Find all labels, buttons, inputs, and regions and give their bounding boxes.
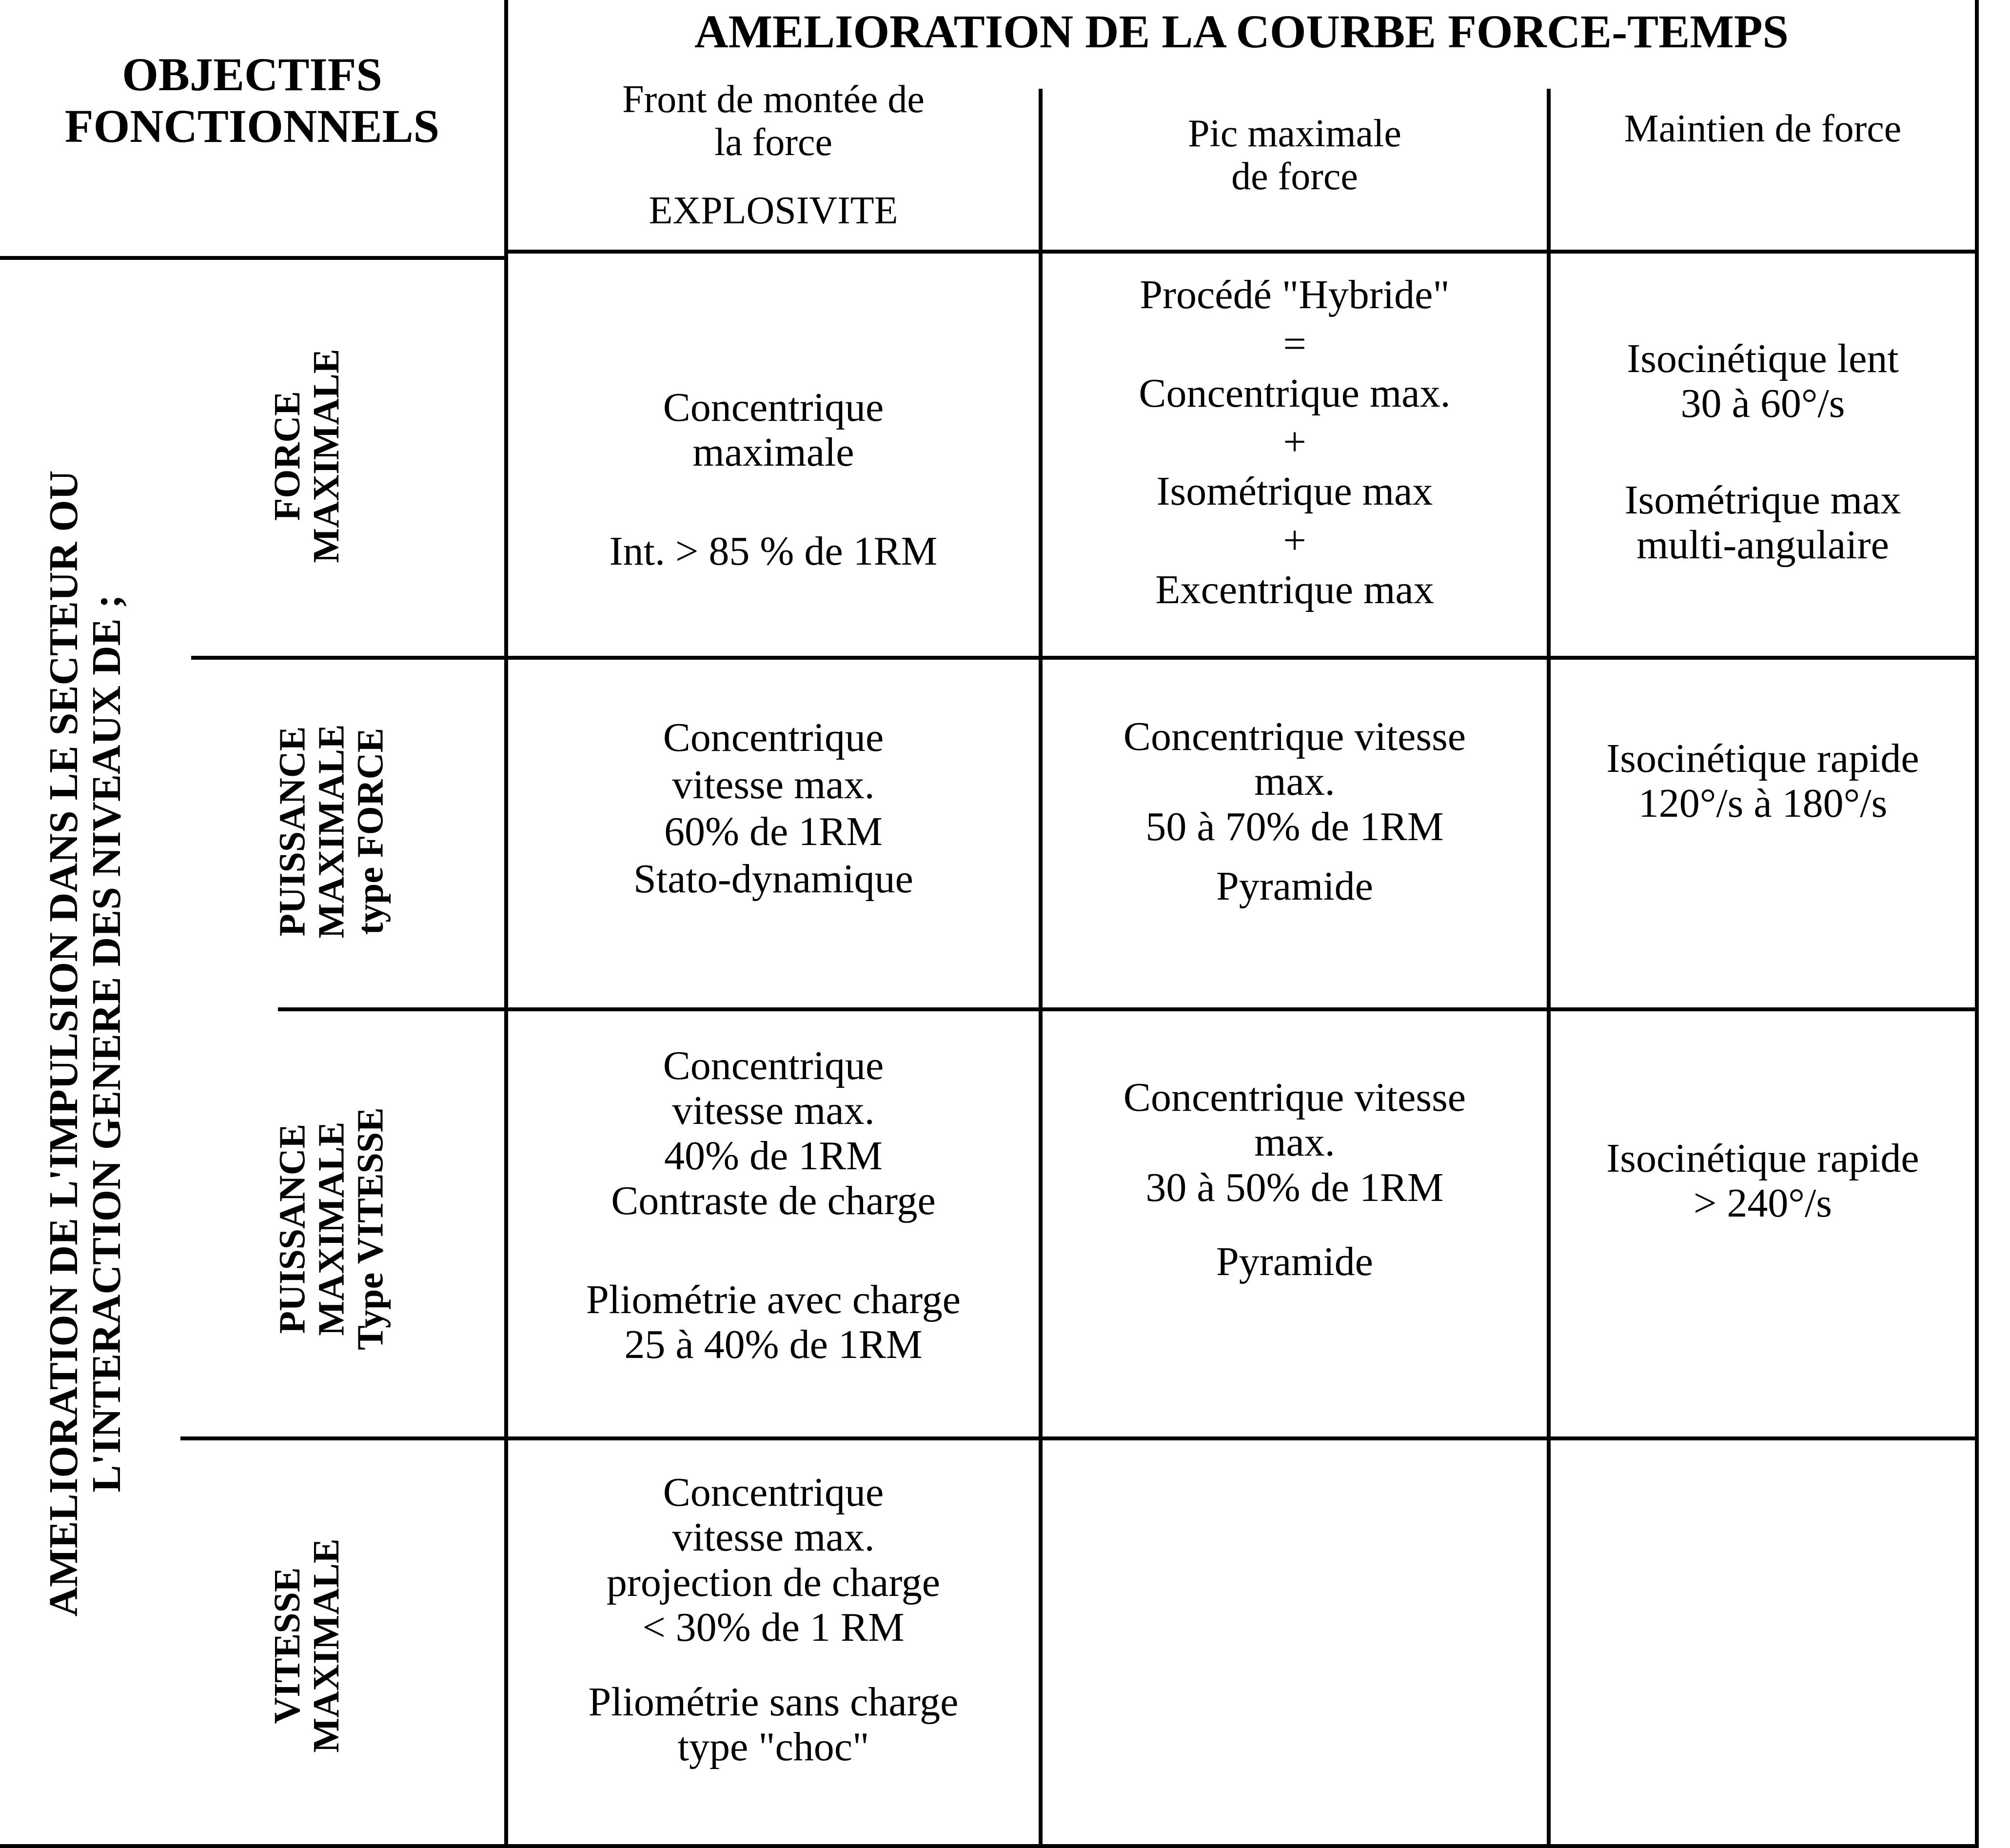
table-cell — [1551, 736, 1975, 826]
cell-line: 60% de 1RM — [664, 809, 883, 855]
cell-line: Isométrique max — [1624, 477, 1901, 523]
row-label-puissance-vitesse — [273, 1107, 390, 1350]
column-header-line: de force — [1231, 155, 1358, 198]
side-label — [42, 471, 128, 1617]
column-header-line: la force — [714, 121, 833, 164]
cell-line: Concentrique — [663, 385, 884, 430]
cell-line: Pyramide — [1216, 864, 1373, 909]
cell-line: Isométrique max — [1156, 469, 1433, 514]
cell-line: 50 à 70% de 1RM — [1145, 804, 1444, 849]
table-cell — [1043, 1075, 1547, 1285]
cell-line: 40% de 1RM — [664, 1133, 883, 1179]
column-header-line: Pic maximale — [1188, 112, 1401, 155]
row-label-line: MAXIMALE — [311, 724, 352, 939]
grid-line — [191, 656, 1979, 660]
grid-line — [0, 256, 508, 260]
cell-line: Excentrique max — [1155, 567, 1434, 612]
grid-line — [1547, 89, 1551, 1848]
corner-header — [0, 49, 504, 152]
cell-line: Concentrique — [663, 1043, 884, 1088]
cell-line: max. — [1254, 1120, 1335, 1165]
row-label-line: VITESSE — [267, 1567, 308, 1724]
cell-line: Isocinétique rapide — [1606, 1136, 1919, 1181]
cell-line: projection de charge — [606, 1559, 941, 1605]
cell-line: Stato-dynamique — [633, 856, 913, 902]
row-label-line: MAXIMALE — [311, 1121, 352, 1336]
grid-line — [1975, 0, 1979, 1848]
grid-line — [180, 1436, 1979, 1440]
cell-line: max. — [1254, 759, 1335, 805]
column-header-pic-maximale — [1043, 112, 1547, 198]
cell-line: vitesse max. — [672, 1088, 875, 1134]
cell-line: + — [1283, 517, 1306, 563]
table-cell — [1551, 336, 1975, 568]
row-label-line: FORCE — [267, 391, 308, 521]
cell-line: Concentrique — [663, 715, 884, 760]
cell-line: Contraste de charge — [611, 1178, 936, 1224]
cell-line: vitesse max. — [672, 1514, 875, 1560]
cell-line: + — [1283, 419, 1306, 465]
cell-line: = — [1283, 321, 1306, 367]
cell-line: vitesse max. — [672, 762, 875, 807]
cell-line: Concentrique vitesse — [1123, 714, 1466, 759]
row-label-line: PUISSANCE — [272, 726, 313, 937]
side-label-line: L'INTERACTION GENERE DES NIVEAUX DE ; — [84, 594, 129, 1493]
column-header-maintien — [1551, 107, 1975, 150]
column-header-front-de-montee — [508, 78, 1039, 232]
row-label-line: PUISSANCE — [272, 1123, 313, 1334]
row-label-line: MAXIMALE — [306, 349, 347, 563]
cell-line: Pliométrie avec charge — [586, 1277, 961, 1322]
cell-line: Procédé "Hybride" — [1140, 272, 1450, 317]
cell-line: maximale — [692, 430, 854, 475]
grid-line — [0, 1844, 1979, 1848]
table-cell — [1043, 271, 1547, 615]
table-cell — [1551, 1136, 1975, 1226]
cell-line: Pliométrie sans charge — [588, 1679, 959, 1725]
grid-line — [504, 0, 508, 1848]
cell-line: 25 à 40% de 1RM — [624, 1321, 923, 1367]
grid-line — [504, 250, 1979, 254]
row-label-line: Type VITESSE — [349, 1107, 391, 1350]
cell-line: Concentrique — [663, 1470, 884, 1515]
corner-header-line: FONCTIONNELS — [64, 99, 440, 152]
table-cell — [508, 714, 1039, 903]
cell-line: Int. > 85 % de 1RM — [609, 528, 938, 574]
cell-line: type "choc" — [677, 1724, 869, 1769]
column-header-extra: EXPLOSIVITE — [649, 189, 898, 232]
cell-line: 120°/s à 180°/s — [1638, 781, 1888, 826]
row-label-line: MAXIMALE — [306, 1538, 347, 1753]
side-label-line: AMELIORATION DE L'IMPULSION DANS LE SECTEUR OU — [40, 470, 86, 1617]
cell-line: Concentrique vitesse — [1123, 1075, 1466, 1120]
row-label-force-maximale — [268, 349, 346, 563]
corner-header-line: OBJECTIFS — [122, 48, 382, 100]
cell-line: 30 à 60°/s — [1680, 381, 1845, 427]
cell-line: Concentrique max. — [1139, 370, 1451, 416]
cell-line: < 30% de 1 RM — [642, 1605, 905, 1651]
row-label-puissance-force — [273, 724, 390, 938]
top-header: AMELIORATION DE LA COURBE FORCE-TEMPS — [694, 5, 1789, 58]
cell-line: Pyramide — [1216, 1239, 1373, 1285]
cell-line: Isocinétique rapide — [1606, 736, 1919, 781]
table-cell — [508, 385, 1039, 574]
row-label-vitesse-maximale — [268, 1538, 346, 1752]
grid-line — [1039, 89, 1043, 1848]
column-header-line: Front de montée de — [622, 78, 925, 121]
cell-line: 30 à 50% de 1RM — [1145, 1164, 1444, 1210]
column-header-line: Maintien de force — [1624, 107, 1902, 150]
grid-line — [278, 1007, 1979, 1011]
cell-line: Isocinétique lent — [1627, 336, 1899, 381]
row-label-line: type FORCE — [349, 727, 391, 935]
cell-line: multi-angulaire — [1636, 522, 1889, 568]
table-cell — [1043, 714, 1547, 909]
table-cell — [508, 1470, 1039, 1769]
cell-line: > 240°/s — [1694, 1180, 1832, 1226]
table-cell — [508, 1043, 1039, 1367]
